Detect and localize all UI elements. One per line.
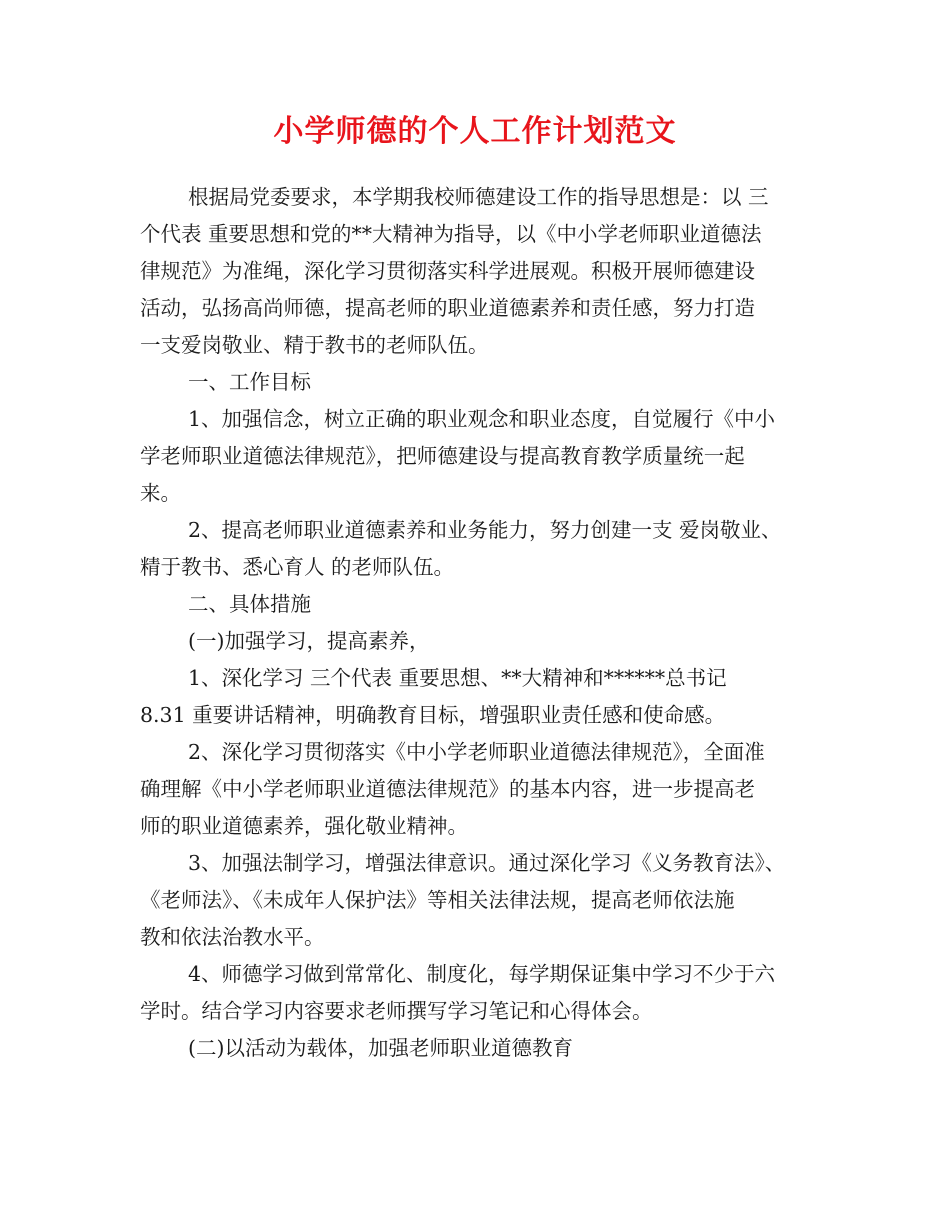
text-line: 3、加强法制学习，增强法律意识。通过深化学习《义务教育法》、	[188, 851, 786, 875]
text-line: 1、加强信念，树立正确的职业观念和职业态度，自觉履行《中小	[188, 407, 776, 431]
text-line: 8.31 重要讲话精神，明确教育目标，增强职业责任感和使命感。	[140, 703, 726, 727]
text-line: 师的职业道德素养，强化敬业精神。	[140, 814, 468, 838]
text-line: 1、深化学习 三个代表 重要思想、**大精神和******总书记	[188, 666, 727, 690]
text-line: 4、师德学习做到常常化、制度化，每学期保证集中学习不少于六	[188, 962, 776, 986]
text-line: 教和依法治教水平。	[140, 925, 325, 949]
text-line: 律规范》为准绳，深化学习贯彻落实科学进展观。积极开展师德建设	[140, 259, 755, 283]
subsection-heading: (二)以活动为载体，加强老师职业道德教育	[188, 1036, 573, 1060]
text-line: 活动，弘扬高尚师德，提高老师的职业道德素养和责任感，努力打造	[140, 296, 755, 320]
text-line: 根据局党委要求，本学期我校师德建设工作的指导思想是：以 三	[188, 185, 769, 209]
text-line: 2、提高老师职业道德素养和业务能力，努力创建一支 爱岗敬业、	[188, 518, 782, 542]
text-line: 学时。结合学习内容要求老师撰写学习笔记和心得体会。	[140, 999, 653, 1023]
text-line: 学老师职业道德法律规范》，把师德建设与提高教育教学质量统一起	[140, 444, 745, 468]
text-line: 精于教书、悉心育人 的老师队伍。	[140, 555, 455, 579]
text-line: 《老师法》、《未成年人保护法》等相关法律法规，提高老师依法施	[140, 888, 735, 912]
text-line: 2、深化学习贯彻落实《中小学老师职业道德法律规范》，全面准	[188, 740, 765, 764]
section-heading: 二、具体措施	[188, 592, 311, 616]
text-line: 一支爱岗敬业、精于教书的老师队伍。	[140, 333, 489, 357]
text-line: 个代表 重要思想和党的**大精神为指导，以《中小学老师职业道德法	[140, 222, 762, 246]
text-line: 确理解《中小学老师职业道德法律规范》的基本内容，进一步提高老	[140, 777, 755, 801]
subsection-heading: (一)加强学习，提高素养，	[188, 629, 430, 653]
section-heading: 一、工作目标	[188, 370, 311, 394]
document-title: 小学师德的个人工作计划范文	[273, 114, 677, 149]
text-line: 来。	[140, 481, 181, 505]
